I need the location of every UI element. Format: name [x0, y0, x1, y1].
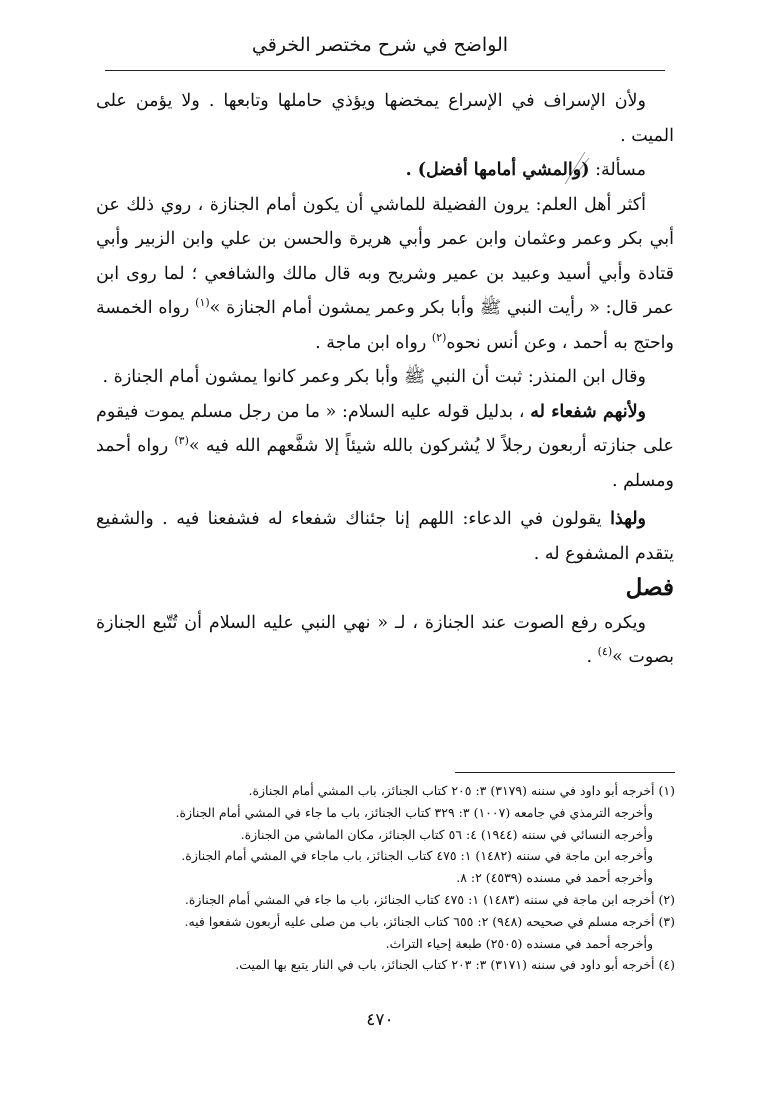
footnote-line: (٣) أخرجه مسلم في صحيحه (٩٤٨) ٢: ٦٥٥ كتاب الجنائز، باب من صلى عليه أربعون شفعوا فيه.	[184, 913, 675, 929]
section-title: فصل	[625, 574, 674, 601]
paragraph-3-tail: رواه الخمسة واحتج به أحمد ، وعن أنس نحوه	[96, 298, 674, 353]
paragraph-5	[96, 395, 674, 499]
paragraph-6-lead: ولهذا	[610, 509, 646, 529]
paragraph-1: ولأن الإسراف في الإسراع يمخضها ويؤذي حاملها وتابعها . ولا يؤمن على الميت .	[96, 91, 674, 146]
running-title: الواضح في شرح مختصر الخرقي	[251, 34, 509, 56]
paragraph-3-end: رواه ابن ماجة .	[315, 332, 432, 353]
issue-heading	[96, 153, 674, 188]
footnotes	[170, 780, 675, 976]
footnote-ref-3: (٣)	[174, 434, 189, 448]
footnote-line: (١) أخرجه أبو داود في سننه (٣١٧٩) ٣: ٢٠٥ كتاب الجنائز، باب المشي أمام الجنازة.	[248, 783, 675, 798]
paragraph-6	[96, 502, 674, 571]
paragraph-5-end: رواه أحمد ومسلم .	[96, 436, 674, 491]
paragraph-5-text: ، بدليل قوله عليه السلام: « ما من رجل مسلم يموت فيقوم على جنازته أربعون رجلاً لا يُشركون بالله شيئاً إلا شفَّعهم الله فيه »	[96, 401, 674, 456]
paragraph-3	[96, 188, 674, 361]
paragraph-7-text: ويكره رفع الصوت عند الجنازة ، لـ « نهي النبي عليه السلام أن تُتّبع الجنازة بصوت »	[96, 612, 674, 667]
paragraph-6-text: يقولون في الدعاء: اللهم إنا جئناك شفعاء له فشفعنا فيه . والشفيع يتقدم المشفوع له .	[96, 509, 674, 564]
paragraph-4: وقال ابن المنذر: ثبت أن النبي ﷺ وأبا بكر وعمر كانوا يمشون أمام الجنازة .	[102, 367, 646, 387]
main-text	[96, 84, 674, 675]
footnote-rule	[455, 772, 675, 773]
paragraph-3-text: أكثر أهل العلم: يرون الفضيلة للماشي أن يكون أمام الجنازة ، روي ذلك عن أبي بكر وعمر وعثمان وابن عمر وأبي هريرة والحسن بن علي وابن الزبير وأبي قتادة وأبي أسيد وعبيد بن عمير وشريح وبه قال مالك والشافعي ؛ لما روى ابن عمر قال: « رأيت النبي ﷺ وأبا بكر وعمر يمشون أمام الجنازة »	[96, 194, 674, 318]
issue-text: (والمشي أمامها أفضل) .	[405, 160, 590, 180]
footnote-line: وأخرجه النسائي في سننه (١٩٤٤) ٤: ٥٦ كتاب الجنائز، مكان الماشي من الجنازة.	[240, 826, 653, 842]
issue-label: مسألة:	[595, 160, 646, 180]
page-number: ٤٧٠	[366, 1010, 394, 1030]
footnote-line: (٤) أخرجه أبو داود في سننه (٣١٧١) ٣: ٢٠٣ كتاب الجنائز، باب في النار يتبع بها الميت.	[235, 957, 675, 973]
footnote-line: وأخرجه أحمد في مسنده (٤٥٣٩) ٢: ٨.	[456, 870, 653, 886]
footnote-line: وأخرجه ابن ماجة في سننه (١٤٨٢) ١: ٤٧٥ كتاب الجنائز، باب ماجاء في المشي أمام الجنازة.	[181, 848, 653, 864]
paragraph-7-end: .	[586, 647, 598, 667]
footnote-ref-2: (٢)	[431, 330, 447, 344]
footnote-line: (٢) أخرجه ابن ماجة في سننه (١٤٨٣) ١: ٤٧٥ كتاب الجنائز، باب ما جاء في المشي أمام الجنازة.	[184, 891, 675, 907]
footnote-ref-1: (١)	[195, 296, 210, 310]
footnote-line: وأخرجه الترمذي في جامعه (١٠٠٧) ٣: ٣٢٩ كتاب الجنائز، باب ما جاء في المشي أمام الجنازة.	[175, 804, 653, 820]
paragraph-5-lead: ولأنهم شفعاء له	[530, 401, 646, 422]
footnote-line: وأخرجه أحمد في مسنده (٢٥٠٥) طبعة إحياء التراث.	[385, 935, 653, 951]
header-rule	[105, 70, 665, 71]
footnote-ref-4: (٤)	[597, 645, 613, 659]
paragraph-7	[96, 606, 674, 675]
